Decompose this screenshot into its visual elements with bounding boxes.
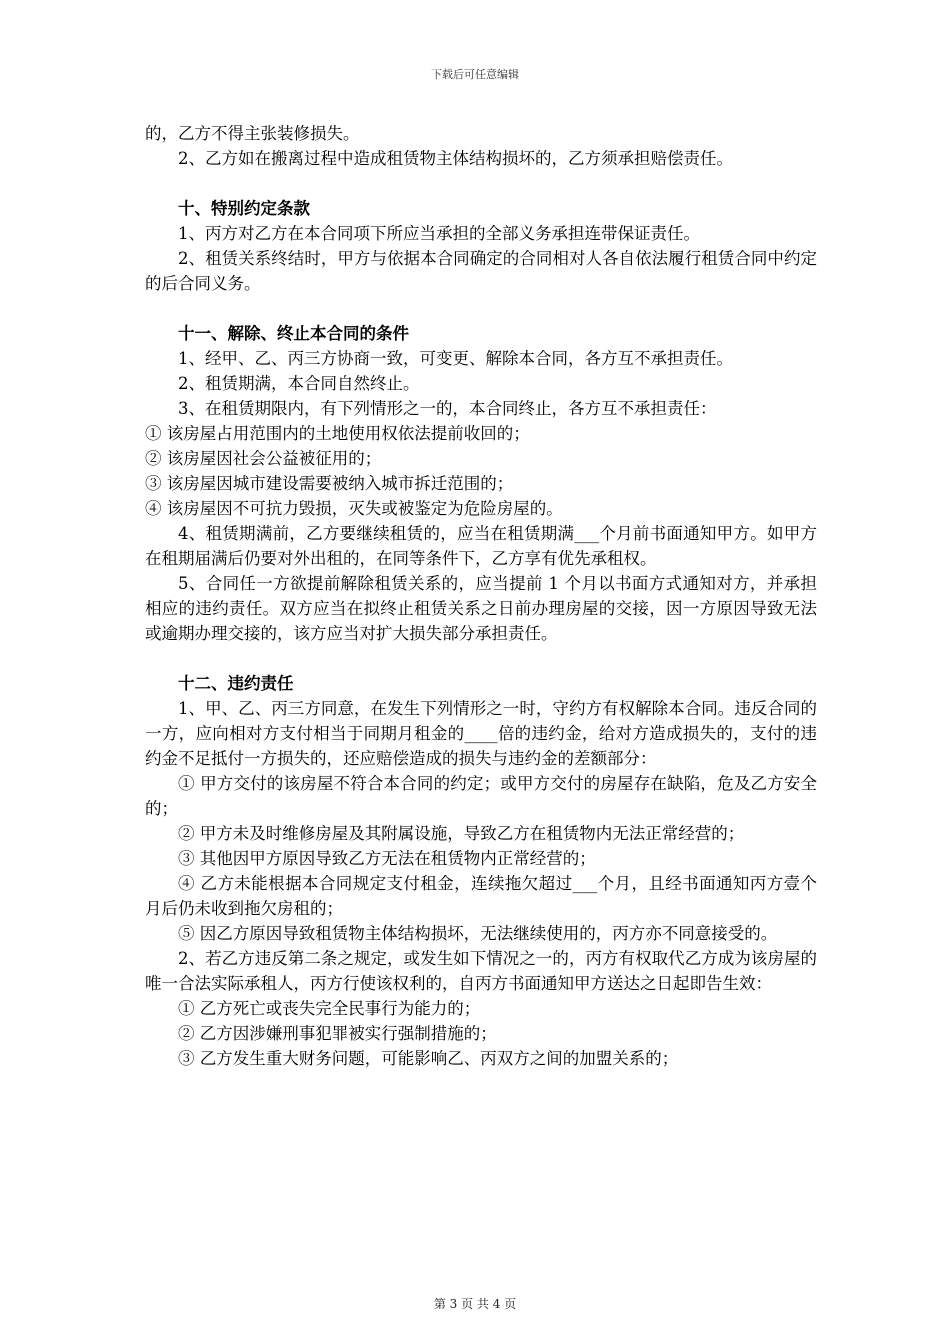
list-item: ① 甲方交付的该房屋不符合本合同的约定；或甲方交付的房屋存在缺陷，危及乙方安全的； bbox=[145, 774, 817, 818]
page-footer: 第 3 页 共 4 页 bbox=[433, 1297, 517, 1311]
list-item bbox=[145, 871, 817, 921]
text-run: ④ 乙方未能根据本合同规定支付租金，连续拖欠超过 bbox=[178, 874, 573, 893]
paragraph: 1、经甲、乙、丙三方协商一致，可变更、解除本合同，各方互不承担责任。 bbox=[178, 349, 733, 368]
paragraph: 3、在租赁期限内，有下列情形之一的，本合同终止，各方互不承担责任： bbox=[178, 399, 717, 418]
list-item: ② 该房屋因社会公益被征用的； bbox=[145, 449, 382, 468]
spacer bbox=[145, 296, 817, 321]
paragraph: 的，乙方不得主张装修损失。 bbox=[145, 124, 360, 143]
paragraph: 2、租赁关系终结时，甲方与依据本合同确定的合同相对人各自依法履行租赁合同中约定的后合同义务。 bbox=[145, 249, 817, 293]
fill-in-blank: ___ bbox=[572, 874, 598, 893]
text-run: 倍的违约金，给对方造成损失的，支付的违约金不足抵付一方损失的，还应赔偿造成的损失与违约金的差额部分： bbox=[145, 724, 818, 768]
paragraph bbox=[145, 696, 817, 771]
list-item: ① 该房屋占用范围内的土地使用权依法提前收回的； bbox=[145, 424, 530, 443]
list-item: ② 乙方因涉嫌刑事犯罪被实行强制措施的； bbox=[178, 1024, 497, 1043]
list-item: ③ 其他因甲方原因导致乙方无法在租赁物内正常经营的； bbox=[178, 849, 596, 868]
list-item: ⑤ 因乙方原因导致租赁物主体结构损坏，无法继续使用的，丙方亦不同意接受的。 bbox=[178, 924, 778, 943]
fill-in-blank: ____ bbox=[464, 724, 498, 743]
text-run: 4、租赁期满前，乙方要继续租赁的，应当在租赁期满 bbox=[178, 524, 575, 543]
text-run: 1、甲、乙、丙三方同意，在发生下列情形之一时，守约方有权解除本合同。违反合同的一方，应向相对方支付相当于同期月租金的 bbox=[145, 699, 817, 743]
page-header: 下载后可任意编辑 bbox=[431, 68, 519, 81]
paragraph: 1、丙方对乙方在本合同项下所应当承担的全部义务承担连带保证责任。 bbox=[178, 224, 700, 243]
paragraph: 2、若乙方违反第二条之规定，或发生如下情况之一的，丙方有权取代乙方成为该房屋的唯一合法实际承租人，丙方行使该权利的，自丙方书面通知甲方送达之日起即告生效： bbox=[145, 949, 817, 993]
section-heading: 十、特别约定条款 bbox=[178, 199, 310, 218]
paragraph: 5、合同任一方欲提前解除租赁关系的，应当提前 1 个月以书面方式通知对方，并承担相应的违约责任。双方应当在拟终止租赁关系之日前办理房屋的交接，因一方原因导致无法或逾期办理交接的，该方应当对扩大损失部分承担责任。 bbox=[145, 574, 817, 643]
section-heading: 十二、违约责任 bbox=[178, 674, 294, 693]
fill-in-blank: ___ bbox=[574, 524, 600, 543]
document-body bbox=[145, 121, 817, 1071]
text-run: 个月，且经书面通知丙方壹个月后仍未收到拖欠房租的； bbox=[145, 874, 818, 918]
paragraph: 2、乙方如在搬离过程中造成租赁物主体结构损坏的，乙方须承担赔偿责任。 bbox=[178, 149, 733, 168]
list-item: ③ 乙方发生重大财务问题，可能影响乙、丙双方之间的加盟关系的； bbox=[178, 1049, 679, 1068]
list-item: ④ 该房屋因不可抗力毁损，灭失或被鉴定为危险房屋的。 bbox=[145, 499, 563, 518]
list-item: ② 甲方未及时维修房屋及其附属设施，导致乙方在租赁物内无法正常经营的； bbox=[178, 824, 745, 843]
spacer bbox=[145, 171, 817, 196]
text-run: 个月前书面通知甲方。如甲方在租期届满后仍要对外出租的，在同等条件下，乙方享有优先承租权。 bbox=[145, 524, 818, 568]
list-item: ③ 该房屋因城市建设需要被纳入城市拆迁范围的； bbox=[145, 474, 514, 493]
spacer bbox=[145, 646, 817, 671]
paragraph: 2、租赁期满，本合同自然终止。 bbox=[178, 374, 420, 393]
list-item: ① 乙方死亡或丧失完全民事行为能力的； bbox=[178, 999, 481, 1018]
paragraph bbox=[145, 521, 817, 571]
section-heading: 十一、解除、终止本合同的条件 bbox=[178, 324, 409, 343]
